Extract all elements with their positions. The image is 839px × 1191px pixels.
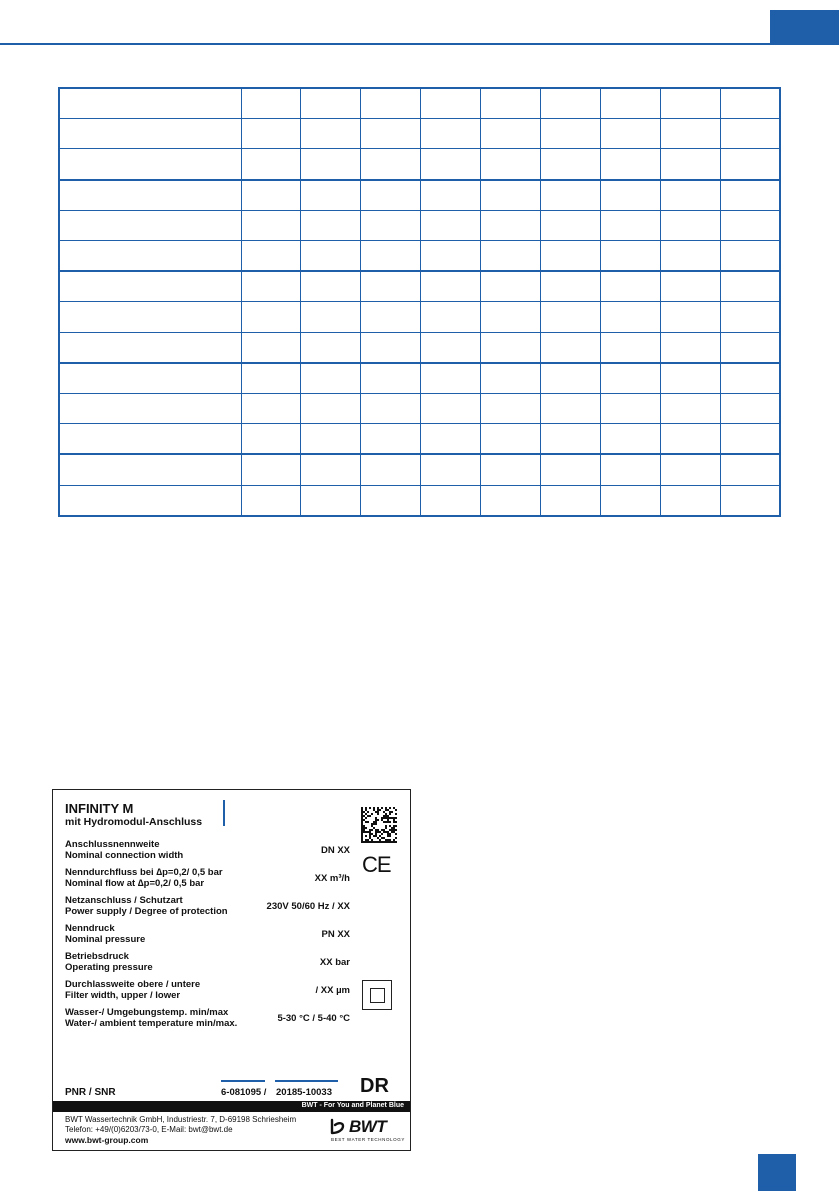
table-cell [241, 88, 301, 119]
spec-value: XX bar [319, 957, 350, 968]
table-cell [361, 180, 421, 211]
table-cell [59, 454, 241, 485]
table-cell [241, 302, 301, 332]
table-cell [241, 454, 301, 485]
slogan: BWT - For You and Planet Blue [301, 1102, 404, 1109]
table-cell [361, 88, 421, 119]
table-cell [301, 424, 361, 455]
table-cell [720, 271, 780, 302]
table-cell [481, 302, 541, 332]
table-cell [600, 180, 660, 211]
page-number-tab [758, 1154, 796, 1191]
table-cell [361, 149, 421, 180]
table-row [59, 180, 780, 211]
logo-wordmark: BWT [349, 1117, 387, 1136]
table-cell [660, 332, 720, 363]
table-cell [600, 302, 660, 332]
table-cell [540, 302, 600, 332]
table-cell [59, 210, 241, 240]
table-row [59, 454, 780, 485]
table-cell [540, 88, 600, 119]
table-cell [600, 394, 660, 424]
table-cell [59, 271, 241, 302]
table-cell [421, 119, 481, 149]
table-row [59, 119, 780, 149]
spec-value: 5-30 °C / 5-40 °C [277, 1013, 350, 1024]
table-cell [241, 332, 301, 363]
spec-label [65, 951, 153, 973]
table-cell [481, 180, 541, 211]
snr-value: 20185-10033 [276, 1087, 332, 1098]
table-cell [301, 332, 361, 363]
table-cell [481, 210, 541, 240]
table-cell [59, 363, 241, 394]
table-cell [660, 454, 720, 485]
plate-divider [223, 800, 225, 826]
table-cell [421, 394, 481, 424]
table-cell [361, 271, 421, 302]
table-cell [421, 241, 481, 272]
table-cell [481, 485, 541, 516]
table-cell [361, 119, 421, 149]
company-address: BWT Wassertechnik GmbH, Industriestr. 7, D-69198 Schriesheim [65, 1115, 297, 1124]
table-cell [481, 332, 541, 363]
table-cell [241, 394, 301, 424]
spec-label [65, 1007, 237, 1029]
spec-value: 230V 50/60 Hz / XX [266, 901, 350, 912]
table-cell [481, 363, 541, 394]
table-cell [660, 424, 720, 455]
table-cell [241, 271, 301, 302]
company-contact: Telefon: +49/(0)6203/73-0, E-Mail: bwt@bwt.de [65, 1125, 233, 1134]
table-cell [660, 271, 720, 302]
table-row [59, 149, 780, 180]
table-cell [481, 424, 541, 455]
table-cell [540, 149, 600, 180]
table-row [59, 332, 780, 363]
table-cell [241, 241, 301, 272]
table-cell [540, 271, 600, 302]
table-cell [600, 454, 660, 485]
spec-label-en: Operating pressure [65, 962, 153, 973]
table-row [59, 88, 780, 119]
spec-label-de: Nenndurchfluss bei ∆p=0,2/ 0,5 bar [65, 867, 223, 878]
company-website: www.bwt-group.com [65, 1135, 149, 1145]
table-row [59, 241, 780, 272]
spec-label-de: Nenndruck [65, 923, 115, 934]
table-row [59, 394, 780, 424]
spec-label [65, 895, 228, 917]
table-cell [361, 210, 421, 240]
header-rule [0, 43, 839, 45]
spec-label [65, 979, 200, 1001]
spec-value: / XX µm [315, 985, 350, 996]
table-cell [660, 180, 720, 211]
table-cell [361, 302, 421, 332]
table-cell [540, 394, 600, 424]
table-cell [481, 119, 541, 149]
table-cell [361, 485, 421, 516]
table-cell [301, 119, 361, 149]
table-cell [59, 485, 241, 516]
table-cell [361, 424, 421, 455]
table-cell [421, 424, 481, 455]
spec-label-en: Nominal connection width [65, 850, 184, 861]
table-cell [481, 241, 541, 272]
table-cell [241, 180, 301, 211]
table-cell [59, 119, 241, 149]
spec-label [65, 923, 145, 945]
table-cell [301, 88, 361, 119]
table-cell [59, 88, 241, 119]
table-cell [301, 271, 361, 302]
table-cell [600, 485, 660, 516]
table-cell [481, 394, 541, 424]
table-cell [540, 119, 600, 149]
table-cell [361, 363, 421, 394]
table-cell [421, 363, 481, 394]
table-cell [720, 302, 780, 332]
table-cell [301, 180, 361, 211]
pnr-label: PNR / SNR [65, 1087, 116, 1098]
table-cell [361, 454, 421, 485]
table-cell [720, 119, 780, 149]
blank-data-table [58, 87, 781, 517]
table-cell [660, 485, 720, 516]
table-cell [720, 180, 780, 211]
table-cell [421, 149, 481, 180]
spec-value: XX m³/h [314, 873, 350, 884]
table-row [59, 302, 780, 332]
table-cell [59, 424, 241, 455]
spec-label-de: Wasser-/ Umgebungstemp. min/max [65, 1007, 229, 1018]
table-cell [660, 88, 720, 119]
plate-title: INFINITY M [65, 801, 134, 816]
page-tab [770, 10, 839, 45]
spec-label-de: Durchlassweite obere / untere [65, 979, 201, 990]
table-row [59, 210, 780, 240]
table-cell [421, 210, 481, 240]
table-cell [720, 88, 780, 119]
table-cell [481, 149, 541, 180]
table-cell [421, 88, 481, 119]
table-row [59, 363, 780, 394]
table-cell [241, 424, 301, 455]
spec-label-de: Betriebsdruck [65, 951, 129, 962]
table-cell [660, 119, 720, 149]
table-cell [241, 119, 301, 149]
table-cell [660, 241, 720, 272]
table-cell [600, 241, 660, 272]
table-row [59, 485, 780, 516]
table-cell [301, 149, 361, 180]
table-row [59, 424, 780, 455]
table-cell [540, 210, 600, 240]
table-cell [301, 485, 361, 516]
type-plate [52, 789, 411, 1151]
table-cell [600, 271, 660, 302]
snr-underline [275, 1080, 338, 1082]
table-cell [241, 210, 301, 240]
table-cell [59, 332, 241, 363]
plate-subtitle: mit Hydromodul-Anschluss [65, 816, 203, 828]
spec-label-en: Power supply / Degree of protection [65, 906, 228, 917]
spec-label-de: Anschlussnennweite [65, 839, 160, 850]
spec-value: DN XX [320, 845, 350, 856]
table-cell [241, 363, 301, 394]
table-cell [301, 454, 361, 485]
table-cell [720, 363, 780, 394]
table-cell [59, 180, 241, 211]
table-cell [421, 332, 481, 363]
table-cell [481, 271, 541, 302]
table-cell [720, 149, 780, 180]
spec-value: PN XX [321, 929, 350, 940]
table-cell [720, 394, 780, 424]
spec-label-de: Netzanschluss / Schutzart [65, 895, 183, 906]
table-cell [301, 210, 361, 240]
pnr-underline [221, 1080, 265, 1082]
table-cell [720, 332, 780, 363]
table-cell [600, 424, 660, 455]
bwt-logo-icon [329, 1117, 407, 1145]
table-cell [361, 394, 421, 424]
table-cell [540, 424, 600, 455]
table-cell [720, 424, 780, 455]
table-cell [241, 149, 301, 180]
table-cell [660, 210, 720, 240]
table-cell [421, 454, 481, 485]
table-cell [540, 485, 600, 516]
table-row [59, 271, 780, 302]
table-cell [59, 302, 241, 332]
table-cell [301, 394, 361, 424]
table-cell [540, 454, 600, 485]
table-cell [600, 88, 660, 119]
spec-label-en: Nominal pressure [65, 934, 146, 945]
table-cell [600, 210, 660, 240]
table-cell [660, 394, 720, 424]
table-cell [421, 271, 481, 302]
table-cell [660, 363, 720, 394]
table-cell [540, 180, 600, 211]
spec-label [65, 867, 223, 889]
table-cell [421, 180, 481, 211]
table-cell [361, 332, 421, 363]
table-cell [540, 332, 600, 363]
table-cell [481, 88, 541, 119]
table-cell [301, 302, 361, 332]
table-cell [481, 454, 541, 485]
table-cell [720, 210, 780, 240]
dr-mark: DR [360, 1075, 389, 1097]
logo-tagline: BEST WATER TECHNOLOGY [331, 1137, 405, 1142]
table-cell [361, 241, 421, 272]
table-cell [59, 241, 241, 272]
table-cell [421, 485, 481, 516]
protection-class-ii-icon [362, 980, 392, 1010]
table-cell [720, 241, 780, 272]
table-cell [600, 363, 660, 394]
ce-mark-icon: CE [362, 852, 391, 877]
spec-label-en: Filter width, upper / lower [65, 990, 181, 1001]
table-cell [421, 302, 481, 332]
table-cell [600, 149, 660, 180]
table-cell [540, 241, 600, 272]
table-cell [540, 363, 600, 394]
pnr-value: 6-081095 / [221, 1087, 267, 1098]
table-cell [720, 454, 780, 485]
table-cell [301, 363, 361, 394]
datamatrix-code-icon [361, 807, 397, 843]
spec-label [65, 839, 183, 861]
table-cell [301, 241, 361, 272]
table-cell [600, 332, 660, 363]
table-cell [59, 149, 241, 180]
table-cell [241, 485, 301, 516]
table-cell [660, 149, 720, 180]
table-cell [720, 485, 780, 516]
table-cell [600, 119, 660, 149]
table-cell [59, 394, 241, 424]
table-cell [660, 302, 720, 332]
spec-label-en: Nominal flow at ∆p=0,2/ 0,5 bar [65, 878, 205, 889]
spec-label-en: Water-/ ambient temperature min/max. [65, 1018, 238, 1029]
